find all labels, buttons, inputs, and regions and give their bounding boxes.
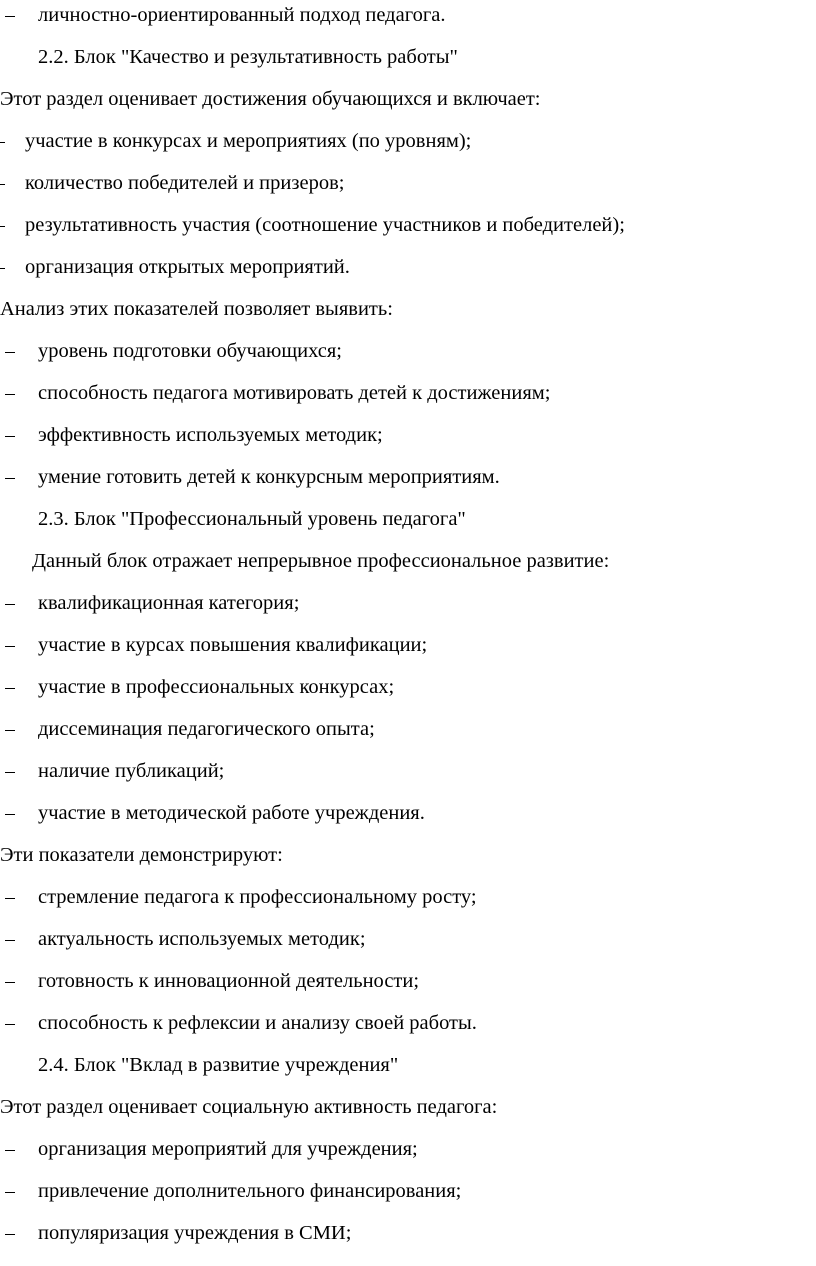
dash-marker — [5, 730, 15, 731]
dash-marker — [5, 604, 15, 605]
dash-marker — [0, 184, 5, 185]
dash-marker — [5, 16, 15, 17]
dash-marker — [5, 940, 15, 941]
dash-marker — [5, 1024, 15, 1025]
dash-marker — [5, 352, 15, 353]
dash-marker — [0, 268, 5, 269]
dash-marker — [5, 1234, 15, 1235]
dash-marker — [0, 142, 5, 143]
document-page: личностно-ориентированный подход педагога. 2.2. Блок "Качество и результативность работы" Этот раздел оценивает достижения обучающихся и включает: участие в конкурсах и мероприятиях (по уровням); количество победителей и призеров; результативность участия (соотношение участников и победителей); организация открытых мероприятий. Анализ этих показателей позволяет выявить: уровень подготовки обучающихся; способность педагога мотивировать детей к достижениям; эффективность используемых методик; умение готовить детей к конкурсным мероприятиям. 2.3. Блок "Профессиональный уровень педагога" Данный блок отражает непрерывное профессиональное развитие: квалификационная категория; участие в курсах повышения квалификации; участие в профессиональных конкурсах; диссеминация педагогического опыта; наличие публикаций; участие в методической работе учреждения. Эти показатели демонстрируют: стремление педагога к профессиональному росту; актуальность используемых методик; готовность к инновационной деятельности; способность к рефлексии и анализу своей работы. 2.4. Блок "Вклад в развитие учреждения" Этот раздел оценивает социальную активность педагога: организация мероприятий для учреждения; привлечение дополнительного финансирования; популяризация учреждения в СМИ; — [0, 4, 625, 1244]
dash-marker — [5, 478, 15, 479]
dash-marker — [5, 898, 15, 899]
dash-marker — [5, 814, 15, 815]
dash-marker — [5, 982, 15, 983]
dash-marker — [0, 226, 5, 227]
dash-marker — [5, 688, 15, 689]
dash-marker — [5, 772, 15, 773]
dash-marker — [5, 436, 15, 437]
dash-marker — [5, 646, 15, 647]
dash-marker — [5, 394, 15, 395]
dash-marker — [5, 1192, 15, 1193]
dash-marker — [5, 1150, 15, 1151]
